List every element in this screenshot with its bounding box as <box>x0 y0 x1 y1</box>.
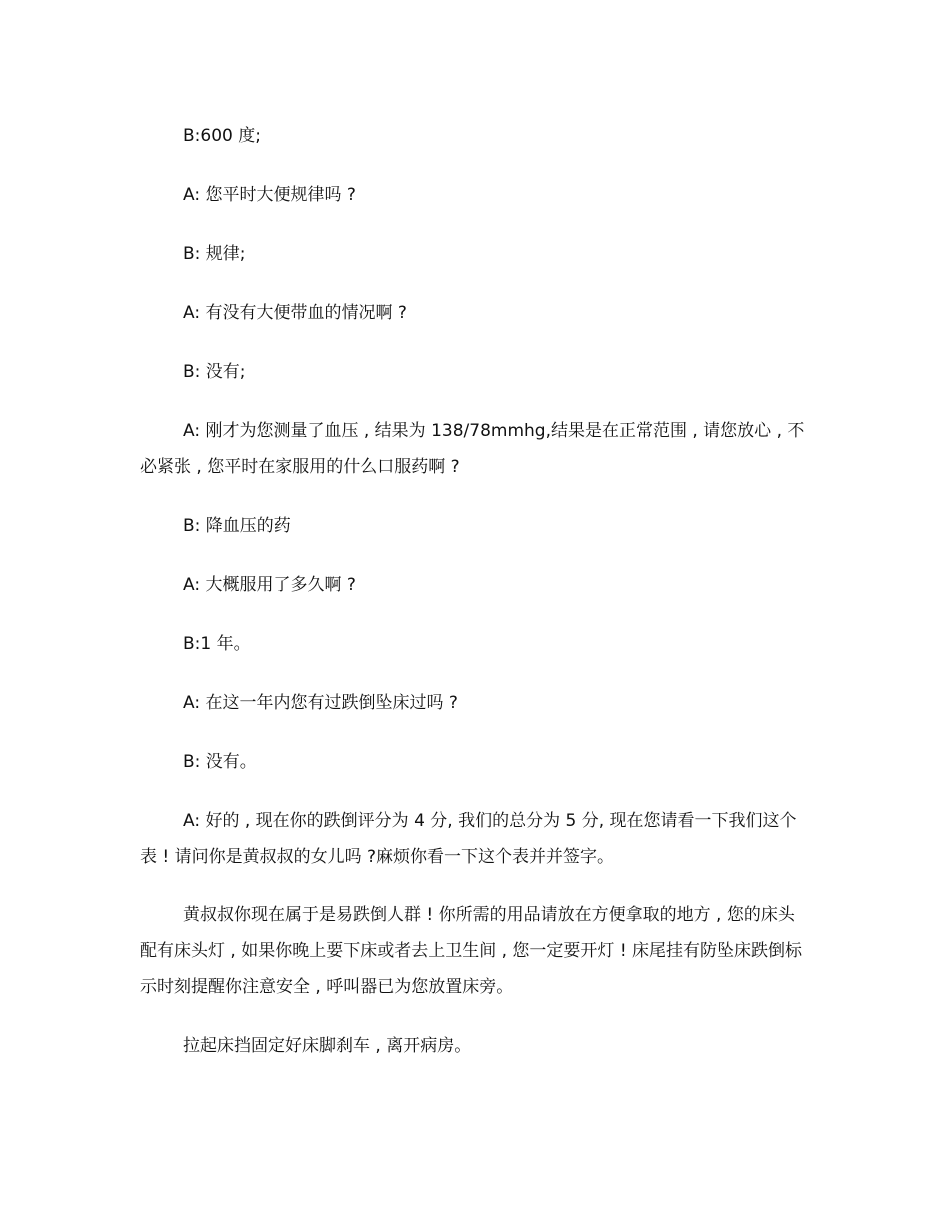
dialogue-line: B: 没有; <box>183 362 246 382</box>
dialogue-line: B: 降血压的药 <box>183 516 291 536</box>
dialogue-line: B:600 度; <box>183 126 261 146</box>
dialogue-line: A: 您平时大便规律吗 ? <box>183 185 356 205</box>
dialogue-line: A: 好的 , 现在你的跌倒评分为 4 分, 我们的总分为 5 分, 现在您请看一下我们这个表 ! 请问你是黄叔叔的女儿吗 ?麻烦你看一下这个表并并签字。 <box>140 811 797 867</box>
dialogue-line: B: 规律; <box>183 244 246 264</box>
body-paragraph: 拉起床挡固定好床脚刹车 , 离开病房。 <box>183 1036 472 1056</box>
dialogue-line: B: 没有。 <box>183 752 257 772</box>
dialogue-line: B:1 年。 <box>183 634 251 654</box>
body-paragraph: 黄叔叔你现在属于是易跌倒人群 ! 你所需的用品请放在方便拿取的地方 , 您的床头配有床头灯 , 如果你晚上要下床或者去上卫生间 , 您一定要开灯 ! 床尾挂有防坠床跌倒标示时刻提醒你注意安全 , 呼叫器已为您放置床旁。 <box>140 905 803 997</box>
dialogue-line: A: 刚才为您测量了血压 , 结果为 138/78mmhg,结果是在正常范围 , 请您放心 , 不必紧张 , 您平时在家服用的什么口服药啊 ? <box>140 421 805 477</box>
dialogue-line: A: 在这一年内您有过跌倒坠床过吗 ? <box>183 693 458 713</box>
dialogue-line: A: 大概服用了多久啊 ? <box>183 575 356 595</box>
dialogue-line: A: 有没有大便带血的情况啊 ? <box>183 303 407 323</box>
